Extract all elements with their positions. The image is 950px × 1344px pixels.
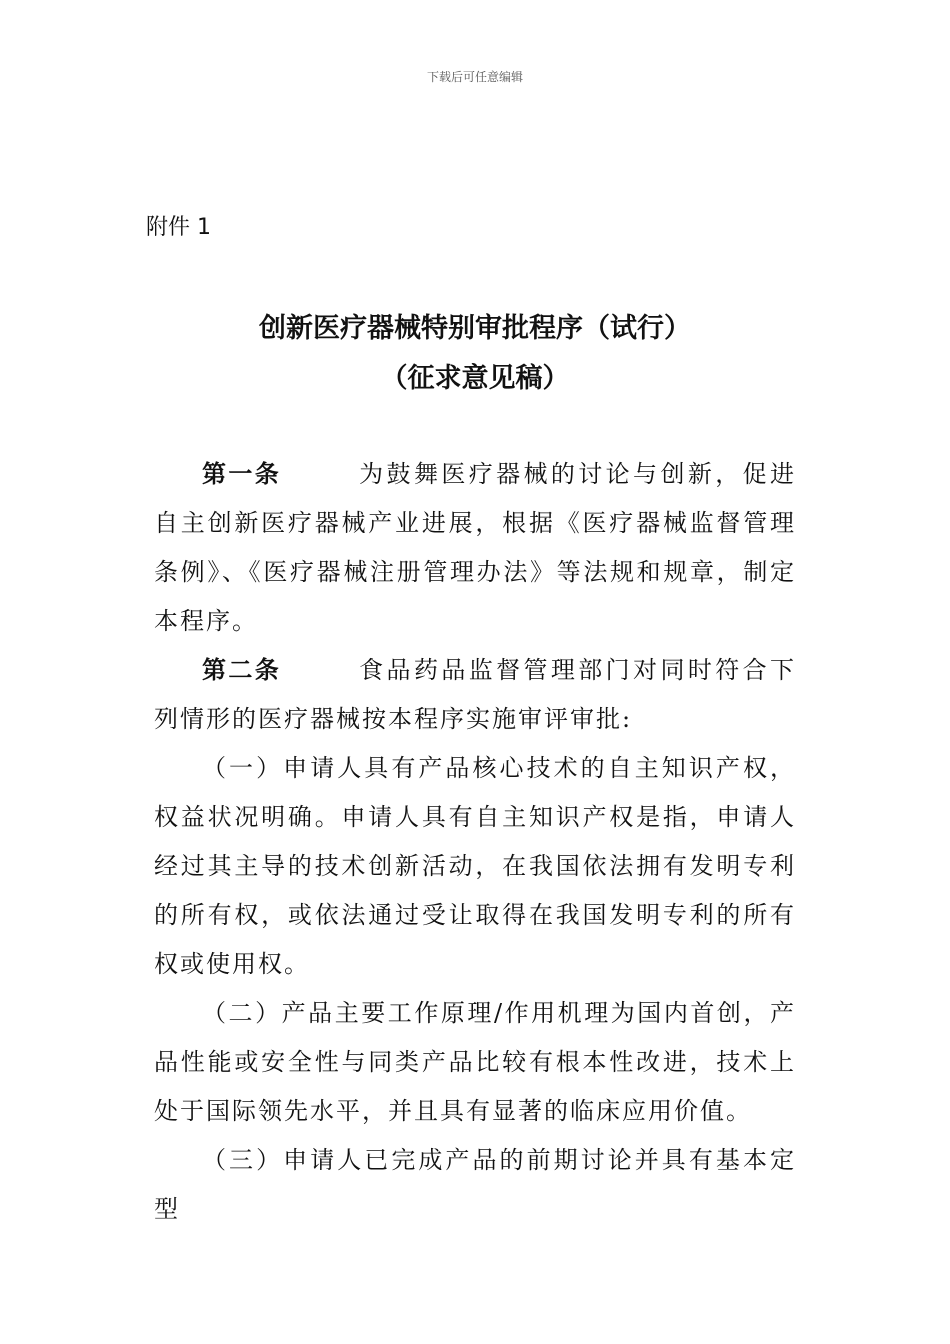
- article-1-text: 为鼓舞医疗器械的讨论与创新，促进自主创新医疗器械产业进展，根据《医疗器械监督管理条例》、《医疗器械注册管理办法》等法规和规章，制定本程序。: [154, 460, 797, 635]
- article-1-label: 第一条: [202, 460, 282, 488]
- page-header-note: 下载后可任意编辑: [426, 70, 523, 84]
- title-line-2: （征求意见稿）: [380, 363, 570, 394]
- clause-2: （二）产品主要工作原理/作用机理为国内首创，产品性能或安全性与同类产品比较有根本性改进，技术上处于国际领先水平，并且具有显著的临床应用价值。: [154, 999, 796, 1125]
- clause-3: （三）申请人已完成产品的前期讨论并具有基本定型: [154, 1146, 796, 1223]
- document-title: [0, 304, 950, 404]
- article-2-text: 食品药品监督管理部门对同时符合下列情形的医疗器械按本程序实施审评审批:: [154, 656, 797, 733]
- clause-1: （一）申请人具有产品核心技术的自主知识产权，权益状况明确。申请人具有自主知识产权是指，申请人经过其主导的技术创新活动，在我国依法拥有发明专利的所有权，或依法通过受让取得在我国发明专利的所有权或使用权。: [154, 754, 796, 978]
- attachment-label: 附件 1: [146, 215, 211, 240]
- article-1: [154, 450, 796, 646]
- article-2: [154, 646, 796, 744]
- document-body: [154, 450, 796, 1234]
- article-2-label: 第二条: [202, 656, 282, 684]
- title-line-1: 创新医疗器械特别审批程序（试行）: [259, 313, 691, 344]
